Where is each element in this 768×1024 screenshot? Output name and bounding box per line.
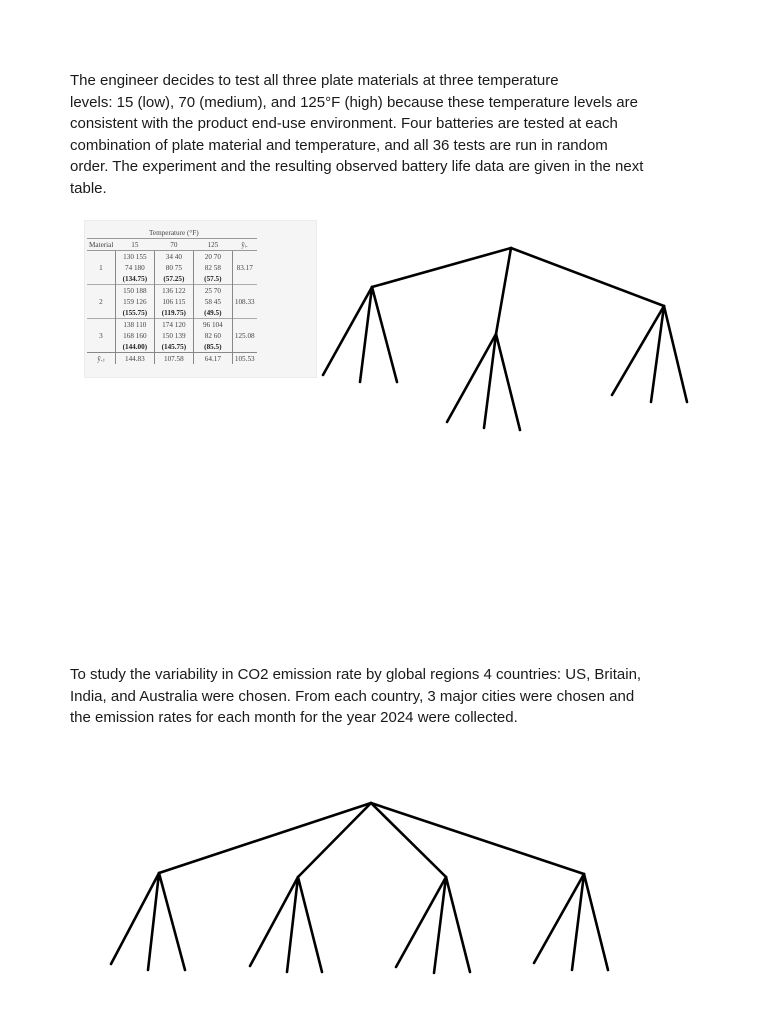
intro-paragraph-co2	[70, 664, 710, 729]
cell-mean: (49.5)	[204, 308, 222, 317]
battery-life-table-image	[84, 220, 317, 378]
tree-leaf	[534, 874, 584, 963]
text-line: the emission rates for each month for the year 2024 were collected.	[70, 709, 518, 727]
cell-mean: (144.00)	[122, 342, 148, 351]
tree-leaf	[584, 874, 608, 970]
tree-leaf	[148, 873, 159, 970]
material-label: 3	[87, 319, 115, 353]
tree-leaf	[323, 287, 372, 375]
material-label: 1	[99, 263, 103, 272]
temperature-header: Temperature (°F)	[115, 227, 232, 239]
col-mean: 64.17	[193, 353, 232, 365]
tree-branch	[371, 803, 446, 877]
col-mean: 107.58	[154, 353, 193, 365]
text-line: consistent with the product end-use environment. Four batteries are tested at each	[70, 115, 618, 133]
obs-pair: 96 104	[202, 320, 223, 329]
cell-mean: (57.25)	[163, 274, 185, 283]
tree-branch	[372, 248, 511, 287]
obs-pair: 34 40	[165, 252, 182, 261]
temp-header: 70	[154, 239, 193, 251]
tree-leaf	[651, 306, 664, 402]
obs-pair: 80 75	[165, 263, 182, 272]
obs-pair: 82 58	[204, 263, 221, 272]
tree-leaf	[447, 334, 496, 422]
tree-branch	[298, 803, 371, 877]
cell-mean: (85.5)	[204, 342, 222, 351]
tree-leaf	[287, 877, 298, 972]
temp-header: 125	[193, 239, 232, 251]
row-mean: 125.08	[232, 319, 256, 353]
obs-pair: 174 120	[162, 320, 186, 329]
tree-leaf	[572, 874, 584, 970]
tree-leaf	[159, 873, 185, 970]
obs-pair: 130 155	[123, 252, 147, 261]
row-mean: 83.17	[232, 251, 256, 285]
text-line: order. The experiment and the resulting observed battery life data are given in the next	[70, 158, 644, 176]
tree-leaf	[298, 877, 322, 972]
text-line: India, and Australia were chosen. From each country, 3 major cities were chosen and	[70, 687, 635, 705]
tree-diagram-2	[111, 803, 608, 973]
obs-pair: 136 122	[162, 286, 186, 295]
tree-leaf	[111, 873, 159, 964]
grand-mean: 105.53	[232, 353, 256, 365]
obs-pair: 150 139	[162, 331, 186, 340]
mean-header: ȳᵢ.	[232, 239, 256, 251]
obs-pair: 20 70	[204, 252, 221, 261]
tree-branch	[371, 803, 584, 874]
tree-leaf	[664, 306, 687, 402]
intro-paragraph-battery	[70, 70, 710, 200]
tree-leaf	[360, 287, 372, 382]
tree-leaf	[612, 306, 664, 395]
tree-leaf	[446, 877, 470, 972]
obs-pair: 106 115	[162, 297, 186, 306]
tree-diagram-1	[323, 248, 687, 430]
footer-label: ȳ.ⱼ	[87, 353, 115, 365]
obs-pair: 150 188	[123, 286, 147, 295]
obs-pair: 58 45	[204, 297, 221, 306]
text-line: combination of plate material and temperature, and all 36 tests are run in random	[70, 136, 608, 154]
material-label: 2	[87, 285, 115, 319]
tree-branch	[496, 248, 511, 334]
cell-mean: (119.75)	[161, 308, 186, 317]
obs-pair: 74 180	[124, 263, 145, 272]
text-line: table.	[70, 179, 107, 197]
material-header: Material	[89, 240, 114, 249]
cell-mean: (155.75)	[122, 308, 148, 317]
tree-leaf	[372, 287, 397, 382]
tree-leaf	[396, 877, 446, 967]
text-line: levels: 15 (low), 70 (medium), and 125°F (high) because these temperature levels are	[70, 93, 638, 111]
obs-pair: 159 126	[123, 297, 147, 306]
cell-mean: (57.5)	[204, 274, 222, 283]
tree-leaf	[250, 877, 298, 966]
tree-branch	[511, 248, 664, 306]
tree-leaf	[434, 877, 446, 973]
cell-mean: (134.75)	[122, 274, 148, 283]
tree-leaf	[496, 334, 520, 430]
obs-pair: 168 160	[123, 331, 147, 340]
text-line: The engineer decides to test all three plate materials at three temperature	[70, 72, 559, 89]
row-mean: 108.33	[232, 285, 256, 319]
tree-branch	[159, 803, 371, 873]
temp-header: 15	[115, 239, 154, 251]
text-line: To study the variability in CO2 emission rate by global regions 4 countries: US, Britain,	[70, 666, 642, 683]
obs-pair: 25 70	[204, 286, 221, 295]
cell-mean: (145.75)	[161, 342, 187, 351]
obs-pair: 138 110	[123, 320, 147, 329]
battery-life-table	[87, 227, 257, 364]
col-mean: 144.83	[115, 353, 154, 365]
tree-leaf	[484, 334, 496, 428]
obs-pair: 82 60	[204, 331, 221, 340]
